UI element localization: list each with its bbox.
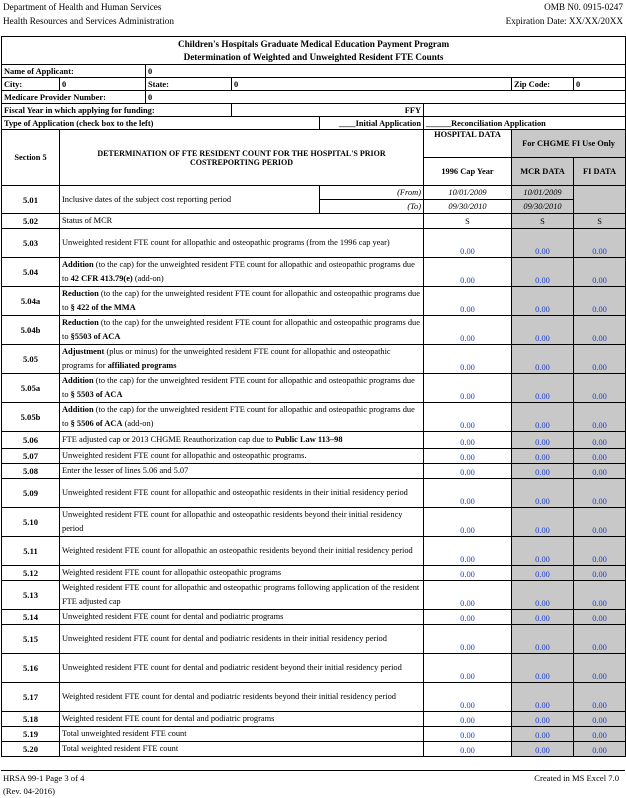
provider-number-label: Medicare Provider Number: xyxy=(2,91,146,104)
row-description-text: Unweighted resident FTE count for allopathic and osteopathic programs. xyxy=(62,451,307,460)
row-description-text: (add-on) xyxy=(122,419,154,428)
mcr-value: 0.00 xyxy=(512,464,574,479)
fi-value: 0.00 xyxy=(574,287,626,316)
row-description xyxy=(60,316,424,345)
row-description xyxy=(60,432,424,449)
from-date-mcr: 10/01/2009 xyxy=(512,186,574,200)
row-description-text: Total unweighted resident FTE count xyxy=(62,729,187,738)
form-row xyxy=(2,287,626,316)
fi-value: 0.00 xyxy=(574,537,626,566)
ffy-label: FFY xyxy=(232,104,424,117)
row-description-text: Unweighted resident FTE count for dental and podiatric residents in their initial residency period xyxy=(62,634,387,643)
row-number: 5.17 xyxy=(2,683,60,712)
mcr-value: 0.00 xyxy=(512,432,574,449)
hospital-value[interactable]: 0.00 xyxy=(424,508,512,537)
fi-value: 0.00 xyxy=(574,229,626,258)
row-description xyxy=(60,464,424,479)
form-row xyxy=(2,742,626,757)
provider-number-field[interactable]: 0 xyxy=(146,91,626,104)
row-description-emphasis: Reduction xyxy=(62,318,99,327)
form-header-right xyxy=(506,1,623,28)
row-description-text: Weighted resident FTE count for dental and podiatric programs xyxy=(62,714,275,723)
fi-date-cell xyxy=(574,186,626,214)
zip-label: Zip Code: xyxy=(512,78,574,91)
row-number: 5.19 xyxy=(2,727,60,742)
row-description-text: Unweighted resident FTE count for allopathic and osteopathic residents in their initial residency period xyxy=(62,488,408,497)
row-description xyxy=(60,727,424,742)
fi-data-header: FI DATA xyxy=(574,158,626,186)
row-description-emphasis: Addition xyxy=(62,376,94,385)
row-description-emphasis: Reduction xyxy=(62,289,99,298)
hospital-data-header: HOSPITAL DATA xyxy=(424,130,512,158)
fiscal-year-label: Fiscal Year in which applying for funding: xyxy=(2,104,232,117)
row-description-emphasis: Adjustment xyxy=(62,347,105,356)
row-number: 5.18 xyxy=(2,712,60,727)
row-description-text: (to the cap) for the unweighted resident FTE count for allopathic and osteopathic programs due to xyxy=(62,405,415,428)
fi-value: 0.00 xyxy=(574,566,626,581)
applicant-name-field[interactable]: 0 xyxy=(146,65,626,78)
mcr-status-fi: S xyxy=(574,214,626,229)
form-row xyxy=(2,683,626,712)
row-description xyxy=(60,258,424,287)
form-row xyxy=(2,566,626,581)
applicant-name-label: Name of Applicant: xyxy=(2,65,146,78)
mcr-value: 0.00 xyxy=(512,287,574,316)
form-row xyxy=(2,449,626,464)
revision-note: (Rev. 04-2016) xyxy=(3,786,55,796)
hospital-value[interactable]: 0.00 xyxy=(424,537,512,566)
form-row xyxy=(2,625,626,654)
fi-value: 0.00 xyxy=(574,610,626,625)
row-description xyxy=(60,479,424,508)
from-label: (From) xyxy=(320,186,424,200)
fi-value: 0.00 xyxy=(574,581,626,610)
row-description xyxy=(60,581,424,610)
form-row xyxy=(2,479,626,508)
row-description xyxy=(60,287,424,316)
fi-value: 0.00 xyxy=(574,479,626,508)
hospital-value[interactable]: 0.00 xyxy=(424,727,512,742)
fi-value: 0.00 xyxy=(574,449,626,464)
row-number: 5.01 xyxy=(2,186,60,214)
city-label: City: xyxy=(2,78,60,91)
form-row xyxy=(2,345,626,374)
row-number: 5.11 xyxy=(2,537,60,566)
row-description-text: Weighted resident FTE count for allopathic and osteopathic programs following application of the resident FTE adjusted cap xyxy=(62,583,420,606)
row-description: Inclusive dates of the subject cost reporting period xyxy=(60,186,320,214)
form-row xyxy=(2,727,626,742)
row-description-text: Unweighted resident FTE count for dental and podiatric programs xyxy=(62,612,284,621)
mcr-value: 0.00 xyxy=(512,345,574,374)
row-description xyxy=(60,508,424,537)
row-description xyxy=(60,345,424,374)
row-description-emphasis: § 422 of the MMA xyxy=(70,303,136,312)
row-number: 5.16 xyxy=(2,654,60,683)
row-number: 5.05 xyxy=(2,345,60,374)
row-number: 5.09 xyxy=(2,479,60,508)
fi-value: 0.00 xyxy=(574,508,626,537)
form-row xyxy=(2,229,626,258)
mcr-value: 0.00 xyxy=(512,449,574,464)
fi-value: 0.00 xyxy=(574,432,626,449)
hospital-value[interactable]: 0.00 xyxy=(424,449,512,464)
hospital-value[interactable]: 0.00 xyxy=(424,464,512,479)
fi-value: 0.00 xyxy=(574,727,626,742)
state-field[interactable]: 0 xyxy=(232,78,512,91)
mcr-value: 0.00 xyxy=(512,727,574,742)
fte-form-table xyxy=(1,36,626,757)
row-description xyxy=(60,610,424,625)
hospital-value[interactable]: 0.00 xyxy=(424,374,512,403)
row-description-emphasis: § 5503 of ACA xyxy=(70,390,123,399)
mcr-value: 0.00 xyxy=(512,742,574,757)
page-indicator: HRSA 99-1 Page 3 of 4 xyxy=(3,773,85,783)
mcr-value: 0.00 xyxy=(512,479,574,508)
footer-divider xyxy=(1,770,625,771)
row-description xyxy=(60,449,424,464)
row-number: 5.13 xyxy=(2,581,60,610)
row-description xyxy=(60,403,424,432)
fi-value: 0.00 xyxy=(574,316,626,345)
fi-value: 0.00 xyxy=(574,625,626,654)
reconciliation-application-option[interactable]: ______Reconciliation Application xyxy=(424,117,626,130)
form-row xyxy=(2,316,626,345)
form-row xyxy=(2,654,626,683)
row-description-emphasis: 42 CFR 413.79(e) xyxy=(70,274,133,283)
row-description xyxy=(60,566,424,581)
hospital-value[interactable]: 0.00 xyxy=(424,403,512,432)
fi-value: 0.00 xyxy=(574,258,626,287)
mcr-value: 0.00 xyxy=(512,712,574,727)
form-row xyxy=(2,258,626,287)
mcr-value: 0.00 xyxy=(512,610,574,625)
omb-number: OMB N0. 0915-0247 xyxy=(544,2,623,12)
form-row xyxy=(2,432,626,449)
department-name: Department of Health and Human Services xyxy=(3,2,162,12)
mcr-value: 0.00 xyxy=(512,625,574,654)
hospital-value[interactable]: 0.00 xyxy=(424,432,512,449)
hospital-value[interactable]: 0.00 xyxy=(424,683,512,712)
row-description-text: Unweighted resident FTE count for allopathic and osteopathic programs (from the 1996 cap year) xyxy=(62,238,390,247)
row-number: 5.08 xyxy=(2,464,60,479)
row-number: 5.12 xyxy=(2,566,60,581)
row-description-text: Enter the lesser of lines 5.06 and 5.07 xyxy=(62,466,189,475)
mcr-value: 0.00 xyxy=(512,654,574,683)
form-row xyxy=(2,403,626,432)
row-description xyxy=(60,229,424,258)
hospital-value[interactable]: 0.00 xyxy=(424,654,512,683)
row-description: Status of MCR xyxy=(60,214,424,229)
to-label: (To) xyxy=(320,200,424,214)
form-header-left xyxy=(3,1,174,28)
hospital-value[interactable]: 0.00 xyxy=(424,610,512,625)
row-description xyxy=(60,374,424,403)
mcr-data-header: MCR DATA xyxy=(512,158,574,186)
expiration-date: Expiration Date: XX/XX/20XX xyxy=(505,15,623,26)
row-description-text: (to the cap) for the unweighted resident FTE count for allopathic and osteopathic programs due to xyxy=(62,260,415,283)
row-description-text: (to the cap) for the unweighted resident FTE count for allopathic and osteopathic programs due to xyxy=(62,318,420,341)
cap-year-header: 1996 Cap Year xyxy=(424,158,512,186)
row-description-text: (to the cap) for the unweighted resident FTE count for allopathic and osteopathic programs due to xyxy=(62,289,420,312)
mcr-value: 0.00 xyxy=(512,316,574,345)
hospital-value[interactable]: 0.00 xyxy=(424,258,512,287)
mcr-value: 0.00 xyxy=(512,258,574,287)
to-date-hospital[interactable]: 09/30/2010 xyxy=(424,200,512,214)
form-row xyxy=(2,537,626,566)
row-description-emphasis: §5503 of ACA xyxy=(70,332,121,341)
form-row xyxy=(2,581,626,610)
hospital-value[interactable]: 0.00 xyxy=(424,316,512,345)
row-number: 5.06 xyxy=(2,432,60,449)
row-description-text: Weighted resident FTE count for allopathic osteopathic programs xyxy=(62,568,282,577)
row-number: 5.04 xyxy=(2,258,60,287)
row-description-emphasis: Addition xyxy=(62,260,94,269)
mcr-status-mcr: S xyxy=(512,214,574,229)
agency-name: Health Resources and Services Administration xyxy=(3,15,174,26)
application-type-label: Type of Application (check box to the left) xyxy=(2,117,320,130)
ffy-field[interactable] xyxy=(424,104,626,117)
row-description-text: Weighted resident FTE count for dental and podiatric residents beyond their initial residency period xyxy=(62,692,396,701)
form-title-line1: Children's Hospitals Graduate Medical Education Payment Program xyxy=(177,38,450,49)
row-number: 5.04a xyxy=(2,287,60,316)
form-container xyxy=(1,36,625,757)
row-description xyxy=(60,712,424,727)
hospital-value[interactable]: 0.00 xyxy=(424,581,512,610)
row-description-emphasis: Public Law 113–98 xyxy=(275,435,343,444)
row-description-text: Unweighted resident FTE count for dental and podiatric resident beyond their initial residency period xyxy=(62,663,402,672)
fi-value: 0.00 xyxy=(574,712,626,727)
from-date-hospital[interactable]: 10/01/2009 xyxy=(424,186,512,200)
row-description xyxy=(60,742,424,757)
form-row xyxy=(2,508,626,537)
row-number: 5.07 xyxy=(2,449,60,464)
fi-value: 0.00 xyxy=(574,464,626,479)
form-row xyxy=(2,374,626,403)
row-description-emphasis: § 5506 of ACA xyxy=(70,419,123,428)
form-title xyxy=(2,37,626,65)
row-description xyxy=(60,683,424,712)
mcr-value: 0.00 xyxy=(512,508,574,537)
mcr-value: 0.00 xyxy=(512,229,574,258)
row-description xyxy=(60,654,424,683)
mcr-value: 0.00 xyxy=(512,581,574,610)
initial-application-option[interactable]: ____Initial Application xyxy=(320,117,424,130)
row-description-text: (to the cap) for the unweighted resident FTE count for allopathic and osteopathic programs due to xyxy=(62,376,415,399)
form-title-line2: Determination of Weighted and Unweighted Resident FTE Counts xyxy=(183,51,444,62)
mcr-value: 0.00 xyxy=(512,683,574,712)
chgme-fi-header: For CHGME FI Use Only xyxy=(512,130,626,158)
state-label: State: xyxy=(146,78,232,91)
row-number: 5.15 xyxy=(2,625,60,654)
row-number: 5.02 xyxy=(2,214,60,229)
zip-field[interactable]: 0 xyxy=(574,78,626,91)
form-row xyxy=(2,712,626,727)
fi-value: 0.00 xyxy=(574,374,626,403)
row-number: 5.05a xyxy=(2,374,60,403)
fi-value: 0.00 xyxy=(574,403,626,432)
row-number: 5.03 xyxy=(2,229,60,258)
row-description-emphasis: affiliated programs xyxy=(107,361,177,370)
hospital-value[interactable]: 0.00 xyxy=(424,712,512,727)
fi-value: 0.00 xyxy=(574,654,626,683)
row-description-text: FTE adjusted cap or 2013 CHGME Reauthorization cap due to xyxy=(62,435,276,444)
row-number: 5.14 xyxy=(2,610,60,625)
row-description-text: Unweighted resident FTE count for allopathic and osteopathic residents beyond their initial residency period xyxy=(62,510,403,533)
hospital-value[interactable]: 0.00 xyxy=(424,345,512,374)
mcr-status-hospital[interactable]: S xyxy=(424,214,512,229)
form-row xyxy=(2,464,626,479)
created-note: Created in MS Excel 7.0 xyxy=(534,773,619,783)
hospital-value[interactable]: 0.00 xyxy=(424,479,512,508)
hospital-value[interactable]: 0.00 xyxy=(424,742,512,757)
hospital-value[interactable]: 0.00 xyxy=(424,566,512,581)
mcr-value: 0.00 xyxy=(512,403,574,432)
section-label: Section 5 xyxy=(2,130,60,186)
to-date-mcr: 09/30/2010 xyxy=(512,200,574,214)
mcr-value: 0.00 xyxy=(512,566,574,581)
row-description xyxy=(60,537,424,566)
form-row xyxy=(2,610,626,625)
hospital-value[interactable]: 0.00 xyxy=(424,287,512,316)
mcr-value: 0.00 xyxy=(512,374,574,403)
row-description xyxy=(60,625,424,654)
row-number: 5.20 xyxy=(2,742,60,757)
fi-value: 0.00 xyxy=(574,345,626,374)
fi-value: 0.00 xyxy=(574,683,626,712)
city-field[interactable]: 0 xyxy=(60,78,146,91)
section-heading: DETERMINATION OF FTE RESIDENT COUNT FOR THE HOSPITAL'S PRIOR COSTREPORTING PERIOD xyxy=(60,130,424,186)
hospital-value[interactable]: 0.00 xyxy=(424,625,512,654)
row-description-text: (add-on) xyxy=(132,274,164,283)
row-number: 5.04b xyxy=(2,316,60,345)
row-description-text: Total weighted resident FTE count xyxy=(62,744,179,753)
row-number: 5.10 xyxy=(2,508,60,537)
mcr-value: 0.00 xyxy=(512,537,574,566)
row-description-text: Weighted resident FTE count for allopathic an osteopathic residents beyond their initial residency period xyxy=(62,546,413,555)
hospital-value[interactable]: 0.00 xyxy=(424,229,512,258)
fi-value: 0.00 xyxy=(574,742,626,757)
row-number: 5.05b xyxy=(2,403,60,432)
row-description-emphasis: Addition xyxy=(62,405,94,414)
row-description-text: (plus or minus) for the unweighted resident FTE count for allopathic and osteopathic programs for xyxy=(62,347,391,370)
